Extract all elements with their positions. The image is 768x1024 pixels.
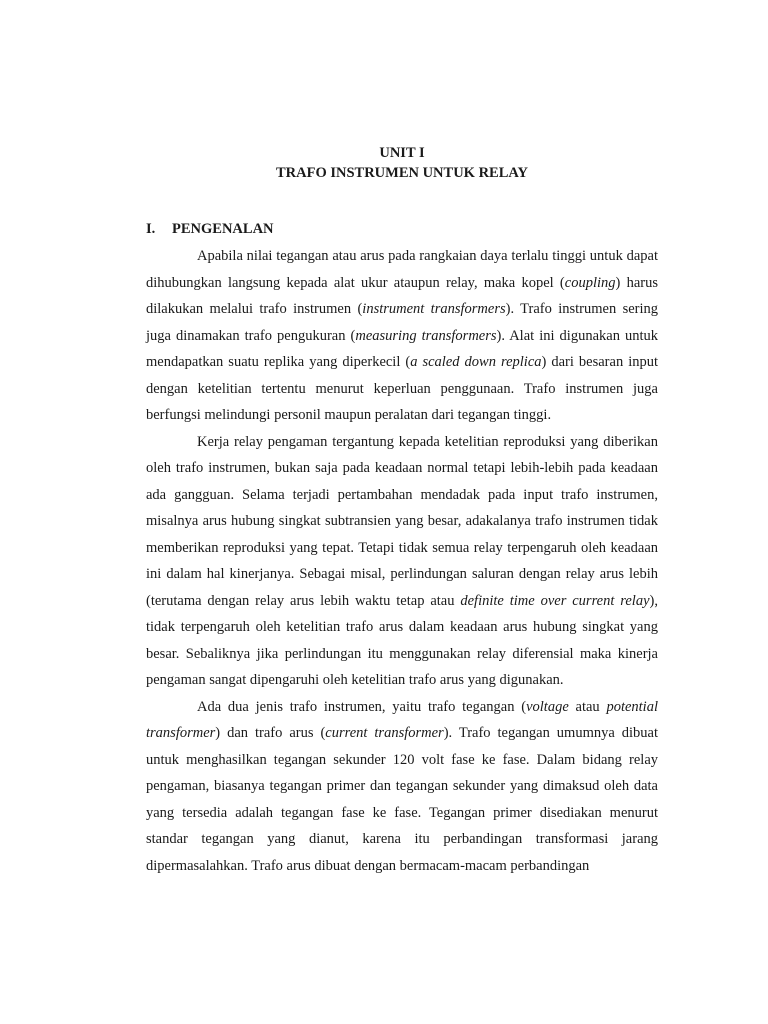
document-title: TRAFO INSTRUMEN UNTUK RELAY <box>275 165 529 181</box>
text-run: Kerja relay pengaman tergantung kepada ketelitian reproduksi yang diberikan oleh trafo instrumen, bukan saja pada keadaan normal tetapi lebih-lebih pada keadaan ada gangguan. Selama terjadi pertambahan mendadak pada input trafo instrumen, misalnya arus hubung singkat subtransien yang besar, adakalanya trafo instrumen tidak memberikan reproduksi yang tepat. Tetapi tidak semua relay terpengaruh oleh keadaan ini dalam hal kinerjanya. Sebagai misal, perlindungan saluran dengan relay arus lebih (terutama dengan relay arus lebih waktu tetap atau <box>146 433 658 609</box>
text-run: ), tidak terpengaruh oleh ketelitian trafo arus dalam keadaan arus hubung singkat yang besar. Sebaliknya jika perlindungan itu menggunakan relay diferensial maka kinerja pengaman sangat dipengaruhi oleh ketelitian trafo arus yang digunakan. <box>146 592 658 688</box>
unit-label: UNIT I <box>379 145 425 161</box>
text-run: ) dan trafo arus ( <box>215 725 326 741</box>
italic-term: current transformer <box>325 725 444 741</box>
italic-term: instrument transformers <box>362 301 506 317</box>
paragraph <box>146 243 658 429</box>
italic-term: coupling <box>564 274 616 291</box>
italic-term: voltage <box>526 698 569 715</box>
section-number: I. <box>146 221 156 237</box>
text-run: Apabila nilai tegangan atau arus pada rangkaian daya terlalu tinggi untuk dapat dihubungkan langsung kepada alat ukur ataupun relay, maka kopel ( <box>146 248 658 291</box>
section-title: PENGENALAN <box>172 221 274 237</box>
paragraph <box>146 694 658 880</box>
text-run: ). Trafo instrumen sering juga dinamakan trafo pengukuran ( <box>146 301 659 344</box>
italic-term: definite time over current relay <box>460 592 650 609</box>
text-run: Ada dua jenis trafo instrumen, yaitu trafo tegangan ( <box>197 698 527 715</box>
text-run: atau <box>568 698 607 715</box>
italic-term: measuring transformers <box>355 327 497 344</box>
italic-term: a scaled down replica <box>410 354 542 370</box>
paragraph <box>146 429 658 694</box>
text-run: ) dari besaran input dengan ketelitian tertentu menurut keperluan penggunaan. Trafo instrumen juga berfungsi melindungi personil maupun peralatan dari tegangan tinggi. <box>146 354 659 423</box>
section-heading <box>146 219 658 239</box>
text-run: ). Trafo tegangan umumnya dibuat untuk menghasilkan tegangan sekunder 120 volt fase ke fase. Dalam bidang relay pengaman, biasanya tegangan primer dan tegangan sekunder yang dimaksud oleh data yang tersedia adalah tegangan fase ke fase. Tegangan primer disediakan menurut standar tegangan yang dianut, karena itu perbandingan transformasi jarang dipermasalahkan. Trafo arus dibuat dengan bermacam-macam perbandingan <box>146 725 658 874</box>
body-text <box>146 243 658 879</box>
italic-term: potential transformer <box>146 698 658 741</box>
text-run: ). Alat ini digunakan untuk mendapatkan suatu replika yang diperkecil ( <box>146 327 658 370</box>
text-run: ) harus dilakukan melalui trafo instrumen ( <box>146 274 658 317</box>
document-page <box>146 143 658 879</box>
